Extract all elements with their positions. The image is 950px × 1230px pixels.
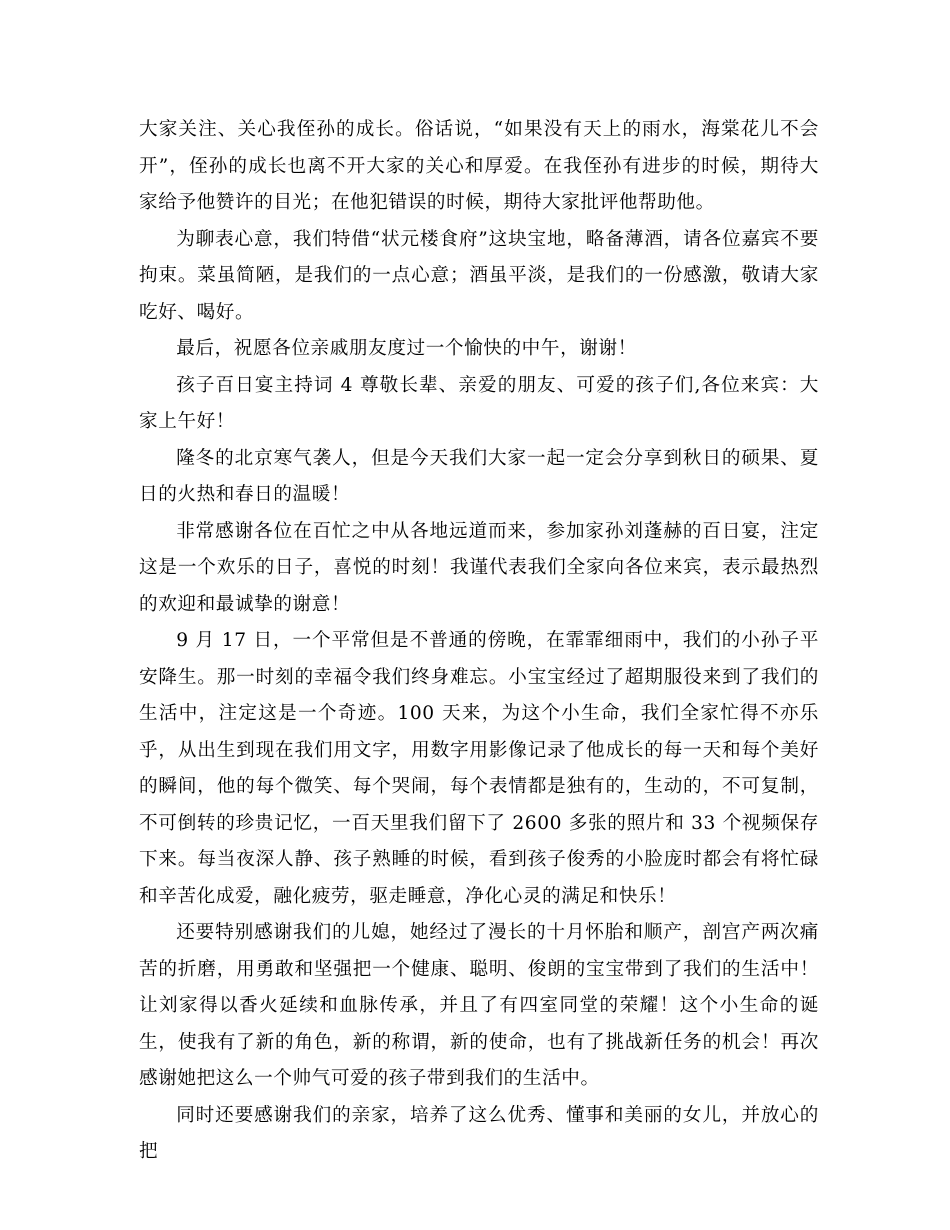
paragraph-9: 同时还要感谢我们的亲家，培养了这么优秀、懂事和美丽的女儿，并放心的把 — [139, 1104, 819, 1162]
paragraph-8: 还要特别感谢我们的儿媳，她经过了漫长的十月怀胎和顺产，剖宫产两次痛苦的折磨，用勇敢和坚强把一个健康、聪明、俊朗的宝宝带到了我们的生活中！让刘家得以香火延续和血脉传承，并且了有四室同堂的荣耀！这个小生命的诞生，使我有了新的角色，新的称谓，新的使命，也有了挑战新任务的机会！再次感谢她把这么一个帅气可爱的孩子带到我们的生活中。 — [139, 922, 819, 1089]
paragraph-4: 孩子百日宴主持词 4 尊敬长辈、亲爱的朋友、可爱的孩子们,各位来宾：大家上午好！ — [139, 374, 819, 432]
paragraph-7: 9 月 17 日，一个平常但是不普通的傍晚，在霏霏细雨中，我们的小孙子平安降生。那一时刻的幸福令我们终身难忘。小宝宝经过了超期服役来到了我们的生活中，注定这是一个奇迹。100 天来，为这个小生命，我们全家忙得不亦乐乎，从出生到现在我们用文字，用数字用影像记录了他成长的每一天和每个美好的瞬间，他的每个微笑、每个哭闹，每个表情都是独有的，生动的，不可复制，不可倒转的珍贵记忆，一百天里我们留下了 2600 多张的照片和 33 个视频保存下来。每当夜深人静、孩子熟睡的时候，看到孩子俊秀的小脸庞时都会有将忙碌和辛苦化成爱，融化疲劳，驱走睡意，净化心灵的满足和快乐！ — [139, 630, 819, 907]
paragraph-2: 为聊表心意，我们特借“状元楼食府”这块宝地，略备薄酒，请各位嘉宾不要拘束。菜虽简陋，是我们的一点心意；酒虽平淡，是我们的一份感激，敬请大家吃好、喝好。 — [139, 228, 819, 323]
paragraph-6: 非常感谢各位在百忙之中从各地远道而来，参加家孙刘蓬赫的百日宴，注定这是一个欢乐的日子，喜悦的时刻！我谨代表我们全家向各位来宾，表示最热烈的欢迎和最诚挚的谢意！ — [139, 520, 819, 615]
paragraph-5: 隆冬的北京寒气袭人，但是今天我们大家一起一定会分享到秋日的硕果、夏日的火热和春日的温暖！ — [139, 447, 819, 505]
document-body — [139, 112, 819, 1171]
paragraph-1: 大家关注、关心我侄孙的成长。俗话说，“如果没有天上的雨水，海棠花儿不会开”，侄孙的成长也离不开大家的关心和厚爱。在我侄孙有进步的时候，期待大家给予他赞许的目光；在他犯错误的时候，期待大家批评他帮助他。 — [139, 119, 819, 213]
paragraph-3: 最后，祝愿各位亲戚朋友度过一个愉快的中午，谢谢！ — [176, 338, 637, 359]
